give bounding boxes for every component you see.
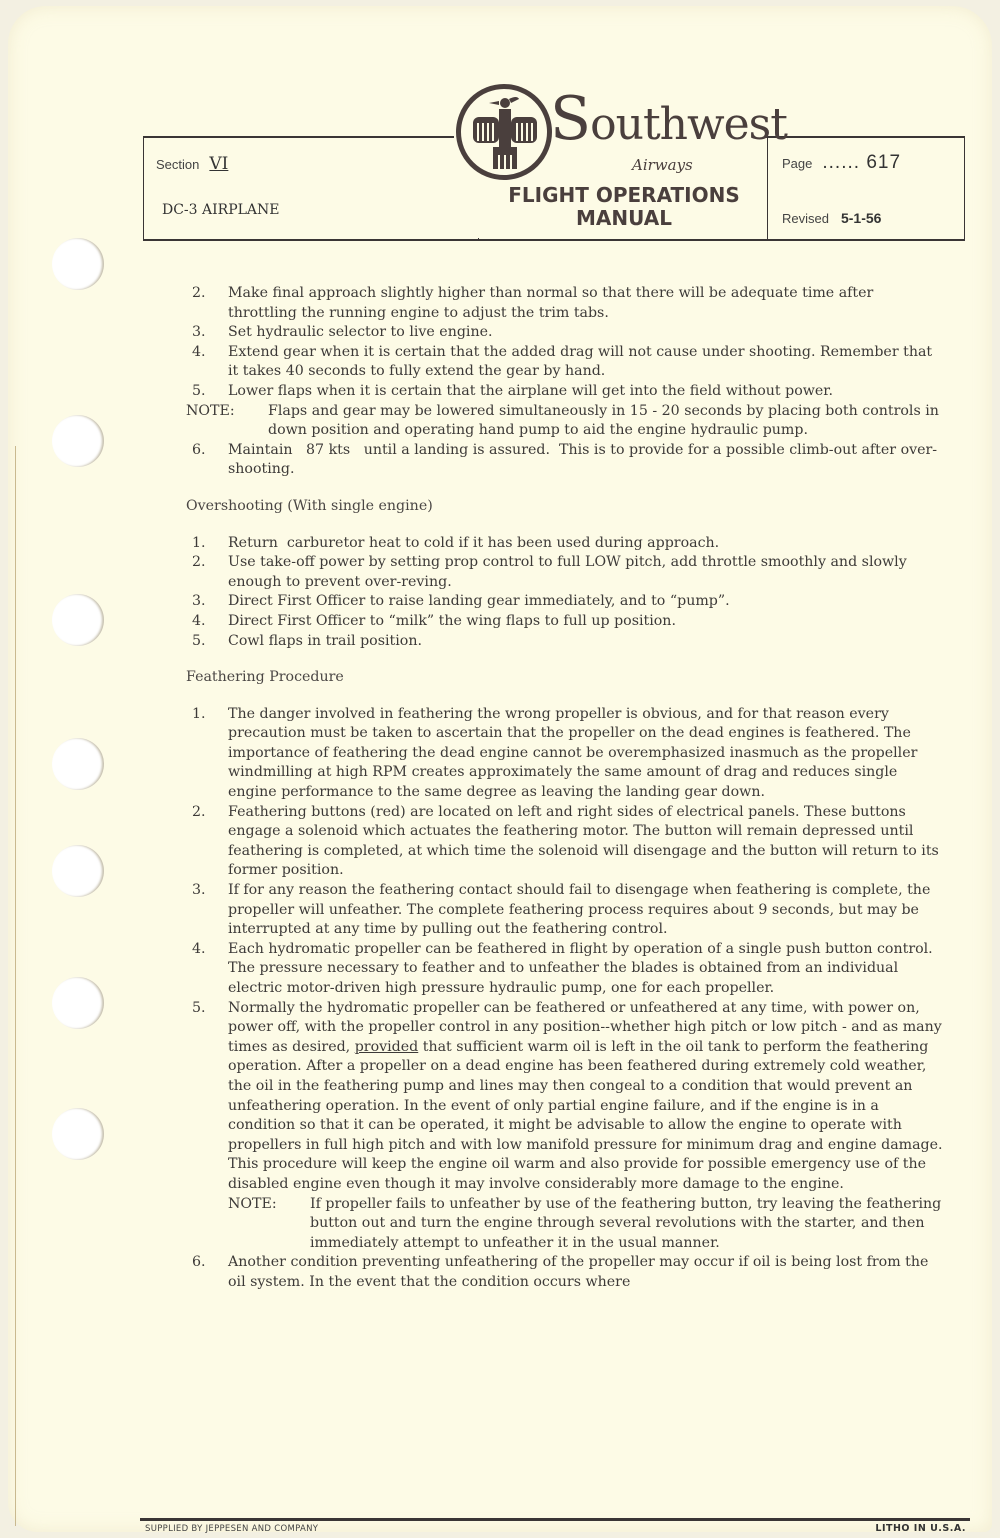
document-body: [186, 284, 946, 1293]
binder-hole: [52, 415, 104, 467]
item-text: Another condition preventing unfeathering of the propeller may occur if oil is being lost from the oil system. In the event that the condition occurs where: [228, 1254, 929, 1290]
item-text: Lower flaps when it is certain that the airplane will get into the field without power.: [228, 382, 834, 399]
item-number: 1.: [192, 705, 206, 722]
item-number: 1.: [192, 534, 206, 551]
binder-hole: [52, 977, 104, 1029]
item-text: The danger involved in feathering the wrong propeller is obvious, and for that reason every precaution must be taken to ascertain that the propeller on the dead engines is feathered. The importance of feathering the dead engine cannot be overemphasized inasmuch as the propeller windmilling at high RPM creates approximately the same amount of drag and reduces single engine performance to the same degree as leaving the landing gear down.: [228, 705, 918, 801]
item-number: 6.: [192, 1254, 206, 1271]
item-number: 5.: [192, 999, 206, 1016]
list-item: [186, 382, 946, 402]
binder-hole: [52, 594, 104, 646]
item-number: 2.: [192, 554, 206, 571]
list-item: [186, 705, 946, 803]
southwest-airways-logo: [454, 84, 787, 238]
item-number: 4.: [192, 612, 206, 629]
item-text: Each hydromatic propeller can be feathered in flight by operation of a single push button control. The pressure necessary to feather and to unfeather the blades is obtained from an individual electric motor-driven high pressure hydraulic pump, one for each propeller.: [228, 940, 933, 996]
section-value: VI: [209, 154, 229, 174]
item-text: Direct First Officer to “milk” the wing flaps to full up position.: [228, 612, 676, 629]
note: [186, 402, 946, 441]
item-text: Normally the hydromatic propeller can be feathered or unfeathered at any time, with power on, power off, with the propeller control in any position--whether high pitch or low pitch - and as many times as desired,: [228, 999, 942, 1055]
page-field: [782, 152, 901, 174]
page-label: Page: [782, 156, 813, 171]
binder-hole: [52, 1108, 104, 1160]
footer-litho: LITHO IN U.S.A.: [875, 1523, 966, 1534]
page-edge-line: [15, 446, 16, 1526]
item-text: Use take-off power by setting prop control to full LOW pitch, add throttle smoothly and slowly enough to prevent over-reving.: [228, 554, 907, 590]
item-number: 5.: [192, 632, 206, 649]
list-item: [186, 343, 946, 382]
item-number: 2.: [192, 285, 206, 301]
footer-supplier: SUPPLIED BY JEPPESEN AND COMPANY: [145, 1524, 319, 1534]
item-number: 4.: [192, 343, 206, 360]
manual-title: [486, 184, 762, 230]
note: [186, 1195, 946, 1254]
logo-script-text: Airways: [632, 156, 693, 174]
list-item: [186, 999, 946, 1195]
revised-label: Revised: [782, 211, 829, 226]
page-value: ...... 617: [822, 152, 902, 173]
binder-hole: [52, 738, 104, 790]
revised-field: [782, 208, 881, 227]
item-text: Return carburetor heat to cold if it has been used during approach.: [228, 534, 720, 551]
list-item: [186, 803, 946, 881]
item-text-underlined: provided: [354, 1038, 419, 1055]
list-item: [186, 534, 946, 554]
header-left-cell: [144, 138, 479, 239]
item-text: Cowl flaps in trail position.: [228, 632, 422, 649]
item-number: 3.: [192, 593, 206, 610]
revised-value: 5-1-56: [840, 210, 882, 226]
item-text: Make final approach slightly higher than normal so that there will be adequate time after throttling the running engine to adjust the trim tabs.: [228, 285, 874, 321]
list-item: [186, 323, 946, 343]
list-item: [186, 441, 946, 480]
list-item: [186, 1253, 946, 1292]
list-item: [186, 612, 946, 632]
section-label: Section: [156, 157, 200, 172]
list-item: [186, 284, 946, 323]
list-item: [186, 881, 946, 940]
binder-hole: [52, 845, 104, 897]
item-number: 3.: [192, 324, 206, 341]
item-number: 4.: [192, 940, 206, 957]
list-item: [186, 553, 946, 592]
binder-hole: [52, 238, 104, 290]
header-right-cell: [767, 138, 964, 239]
thunderbird-emblem-icon: [456, 84, 552, 180]
manual-title-line1: FLIGHT OPERATIONS: [508, 183, 740, 207]
note-label: NOTE:: [186, 402, 235, 419]
note-text: If propeller fails to unfeather by use of the feathering button, try leaving the feathering button out and turn the engine through several revolutions with the starter, and then immediately attempt to unfeather it in the usual manner.: [310, 1195, 942, 1251]
item-number: 2.: [192, 803, 206, 820]
section-heading-feathering: Feathering Procedure: [186, 669, 344, 686]
item-text: Direct First Officer to raise landing gear immediately, and to “pump”.: [228, 593, 730, 610]
item-text: Maintain 87 kts until a landing is assured. This is to provide for a possible climb-out after over-shooting.: [228, 441, 938, 478]
note-label: NOTE:: [228, 1195, 277, 1212]
section-field: [156, 154, 228, 174]
note-text: Flaps and gear may be lowered simultaneously in 15 - 20 seconds by placing both controls in down position and operating hand pump to aid the engine hydraulic pump.: [268, 402, 939, 439]
manual-title-line2: MANUAL: [576, 206, 672, 230]
item-text: that sufficient warm oil is left in the oil tank to perform the feathering operation. After a propeller on a dead engine has been feathered during extremely cold weather, the oil in the feathering pump and lines may then congeal to a condition that would prevent an unfeathering operation. In the event of only partial engine failure, and if the engine is in a condition so that it can be operated, it might be advisable to allow the engine to operate with propellers in full high pitch and with low manifold pressure for minimum drag and engine damage. This procedure will keep the engine oil warm and also provide for possible emergency use of the disabled engine even though it may involve considerably more damage to the engine.: [228, 1038, 943, 1192]
item-number: 6.: [192, 441, 206, 458]
aircraft-type: DC-3 AIRPLANE: [162, 202, 280, 218]
footer-rule: [140, 1518, 970, 1521]
item-text: Set hydraulic selector to live engine.: [228, 324, 493, 341]
logo-brand-name: Southwest: [550, 84, 787, 154]
list-item: [186, 940, 946, 999]
list-item: [186, 632, 946, 652]
item-text: If for any reason the feathering contact should fail to disengage when feathering is complete, the propeller will unfeather. The complete feathering process requires about 9 seconds, but may be interrupted at any time by pulling out the feathering control.: [228, 882, 931, 938]
list-item: [186, 592, 946, 612]
item-number: 3.: [192, 882, 206, 899]
item-text: Extend gear when it is certain that the added drag will not cause under shooting. Remember that it takes 40 seconds to fully extend the gear by hand.: [228, 343, 933, 380]
item-text: Feathering buttons (red) are located on left and right sides of electrical panels. These buttons engage a solenoid which actuates the feathering motor. The button will remain depressed until feathering is completed, at which time the solenoid will disengage and the button will return to its former position.: [228, 803, 939, 879]
section-heading-overshooting: Overshooting (With single engine): [186, 497, 433, 514]
item-number: 5.: [192, 382, 206, 399]
